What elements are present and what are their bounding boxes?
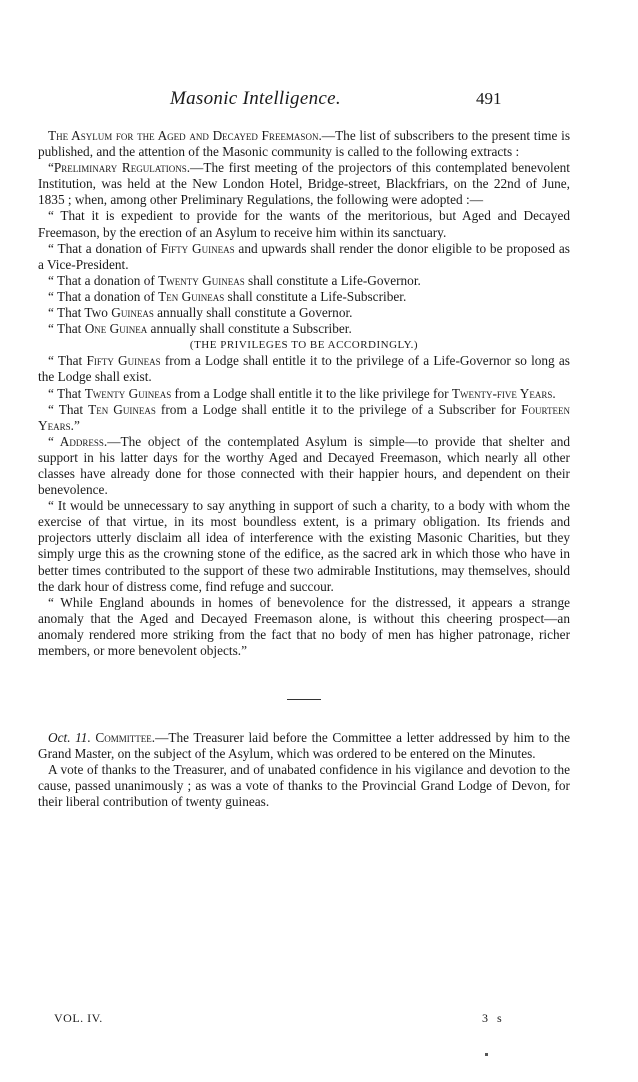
printer-mark <box>485 1053 488 1056</box>
article-body <box>38 128 570 811</box>
regulation-item <box>38 273 570 289</box>
page-number: 491 <box>476 89 502 108</box>
regulation-text: from a Lodge shall entitle it to the privilege of a Life-Governor so long as the Lodge shall exist. <box>38 353 570 385</box>
address-heading: “ Address. <box>48 433 108 449</box>
page-footer <box>54 1011 534 1027</box>
regulation-item <box>38 208 570 240</box>
section-divider <box>287 699 321 700</box>
regulation-text: from a Lodge shall entitle it to the privilege of a Subscriber for <box>155 401 522 417</box>
regulation-item <box>38 353 570 385</box>
regulation-text: “ That <box>48 353 87 369</box>
regulation-item <box>38 321 570 337</box>
regulation-text: “ That <box>48 385 85 401</box>
regulation-item <box>38 305 570 321</box>
regulation-emphasis: Twenty Guineas <box>84 385 172 401</box>
regulation-text: shall constitute a Life-Governor. <box>244 272 421 288</box>
regulation-text: shall constitute a Life-Subscriber. <box>224 288 407 304</box>
address-text: —The object of the contemplated Asylum is simple—to provide that shelter and support in his latter days for the worthy Aged and Decayed Freemason, which nearly all other classes have already done for those connected with their happier hours, and dependent on their benevolence. <box>38 433 570 498</box>
regulation-emphasis: One Guinea <box>84 321 148 337</box>
committee-text: —The Treasurer laid before the Committee a letter addressed by him to the Grand Master, on the subject of the Asylum, which was ordered to be entered on the Minutes. <box>38 730 570 762</box>
regulation-item <box>38 289 570 305</box>
regulation-emphasis: Fifty Guineas <box>160 240 235 256</box>
regulation-emphasis: Guineas <box>111 305 154 321</box>
committee-date: Oct. 11. <box>48 730 91 746</box>
regulations-paragraph <box>38 160 570 208</box>
running-title: Masonic Intelligence. <box>170 88 341 109</box>
regulations-text: —The first meeting of the projectors of this contemplated benevolent Institution, was held at the New London Hotel, Bridge-street, Blackfriars, on the 22nd of June, 1835 ; when, among other Preliminary Regulations, the following were adopted :— <box>38 160 570 208</box>
regulation-text: “ That a donation of <box>48 288 159 304</box>
regulation-text: “ That <box>48 401 89 417</box>
signature-mark: 3 s <box>482 1011 505 1025</box>
committee-heading: Committee. <box>95 730 156 746</box>
regulation-text: “ That a donation of <box>48 240 161 256</box>
vote-paragraph: A vote of thanks to the Treasurer, and of unabated confidence in his vigilance and devotion to the cause, passed unanimously ; as was a vote of thanks to the Provincial Grand Lodge of Devon, for their liberal contribution of twenty guineas. <box>38 762 570 810</box>
regulation-emphasis: Ten Guineas <box>158 288 225 304</box>
regulation-text: “ That it is expedient to provide for the wants of the meritorious, but Aged and Decayed Freemason, by the erection of an Asylum to receive him within its sanctuary. <box>38 208 570 240</box>
regulation-text: “ That a donation of <box>48 272 159 288</box>
section-gap <box>38 659 570 699</box>
regulation-emphasis: Ten Guineas <box>88 401 156 417</box>
regulation-text: annually shall constitute a Subscriber. <box>147 321 352 337</box>
regulation-text: “ That <box>48 321 85 337</box>
regulation-text: and upwards shall render the donor eligible to be proposed as a Vice-President. <box>38 240 570 272</box>
privileges-note: (THE PRIVILEGES TO BE ACCORDINGLY.) <box>189 339 419 352</box>
regulation-text: from a Lodge shall entitle it to the like privilege for <box>171 385 452 401</box>
asylum-intro-paragraph <box>38 128 570 160</box>
address-paragraph <box>38 434 570 498</box>
regulation-item <box>38 386 570 402</box>
england-paragraph: “ While England abounds in homes of benevolence for the distressed, it appears a strange anomaly that the Aged and Decayed Freemason alone, is without this cheering prospect—an anomaly rendered more striking from the fact that no body of men has higher patronage, richer members, or more benevolent objects.” <box>38 594 570 658</box>
regulation-emphasis: Fourteen Years. <box>38 401 570 433</box>
regulation-text: annually shall constitute a Governor. <box>153 305 353 321</box>
regulation-emphasis: Twenty-five Years. <box>451 385 556 401</box>
regulation-emphasis: Twenty Guineas <box>158 272 245 288</box>
regulations-heading: “Preliminary Regulations. <box>48 160 191 176</box>
asylum-intro-text: —The list of subscribers to the present time is published, and the attention of the Masonic community is called to the following extracts : <box>38 128 570 160</box>
volume-label: VOL. IV. <box>54 1011 103 1025</box>
regulation-emphasis: Fifty Guineas <box>86 353 161 369</box>
committee-paragraph <box>38 730 570 762</box>
regulation-text: “ That Two <box>48 305 112 321</box>
regulation-text: ” <box>73 417 80 433</box>
page-header <box>0 88 638 112</box>
charity-paragraph: “ It would be unnecessary to say anything in support of such a charity, to a body with whom the exercise of that virtue, in its most boundless extent, is a primary obligation. Its friends and projectors utterly disclaim all idea of interference with the existing Masonic Charities, but they simply urge this as the crowning stone of the edifice, as the sacred ark in which those who have in better times contributed to the support of these two admirable Institutions, may themselves, should the dark hour of distress come, find refuge and succour. <box>38 498 570 594</box>
regulation-item <box>38 241 570 273</box>
asylum-heading: The Asylum for the Aged and Decayed Freemason. <box>48 128 322 143</box>
regulation-item <box>38 402 570 434</box>
